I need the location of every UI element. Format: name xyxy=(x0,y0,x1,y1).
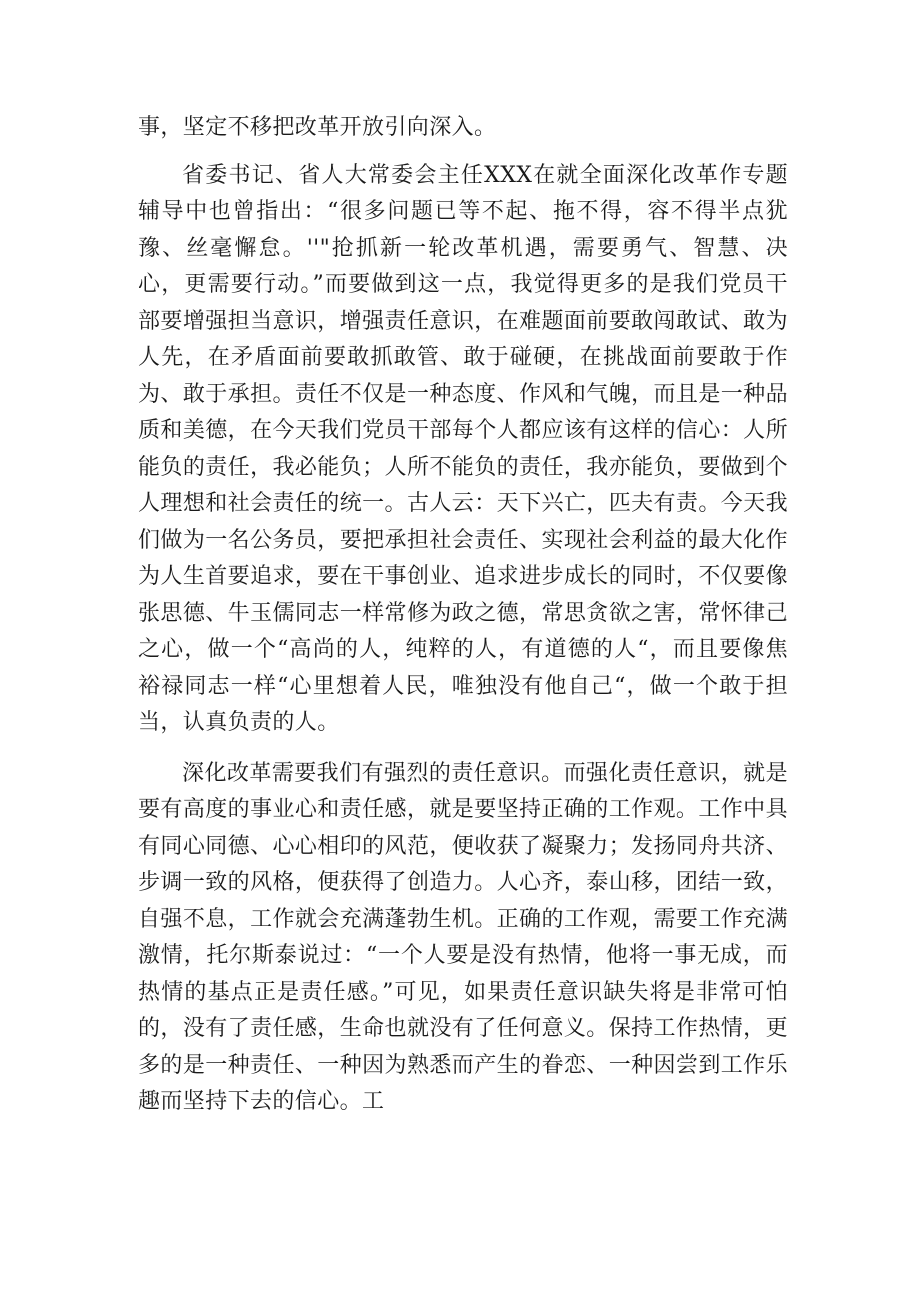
paragraph-continuation: 事，坚定不移把改革开放引向深入。 xyxy=(138,115,497,140)
paragraph-reform-responsibility: 省委书记、省人大常委会主任XXX在就全面深化改革作专题辅导中也曾指出：“很多问题已等不起、拖不得，容不得半点犹豫、丝毫懈怠。''"抢抓新一轮改革机遇，需要勇气、智慧、决心，更需要行动。”而要做到这一点，我觉得更多的是我们党员干部要增强担当意识，增强责任意识，在难题面前要敢闯敢试、敢为人先，在矛盾面前要敢抓敢管、敢于碰硬，在挑战面前要敢于作为、敢于承担。责任不仅是一种态度、作风和气魄，而且是一种品质和美德，在今天我们党员干部每个人都应该有这样的信心：人所能负的责任，我必能负；人所不能负的责任，我亦能负，要做到个人理想和社会责任的统一。古人云：天下兴亡，匹夫有责。今天我们做为一名公务员，要把承担社会责任、实现社会利益的最大化作为人生首要追求，要在干事创业、追求进步成长的同时，不仅要像张思德、牛玉儒同志一样常修为政之德，常思贪欲之害，常怀律己之心，做一个“高尚的人，纯粹的人，有道德的人“，而且要像焦裕禄同志一样“心里想着人民，唯独没有他自己“，做一个敢于担当，认真负责的人。 xyxy=(138,162,788,735)
document-body xyxy=(138,110,788,1121)
paragraph-responsibility-awareness: 深化改革需要我们有强烈的责任意识。而强化责任意识，就是要有高度的事业心和责任感，就是要坚持正确的工作观。工作中具有同心同德、心心相印的风范，便收获了凝聚力；发扬同舟共济、步调一致的风格，便获得了创造力。人心齐，泰山移，团结一致，自强不息，工作就会充满蓬勃生机。正确的工作观，需要工作充满激情，托尔斯泰说过：“一个人要是没有热情，他将一事无成，而热情的基点正是责任感。”可见，如果责任意识缺失将是非常可怕的，没有了责任感，生命也就没有了任何意义。保持工作热情，更多的是一种责任、一种因为熟悉而产生的眷恋、一种因尝到工作乐趣而坚持下去的信心。工 xyxy=(138,760,788,1114)
